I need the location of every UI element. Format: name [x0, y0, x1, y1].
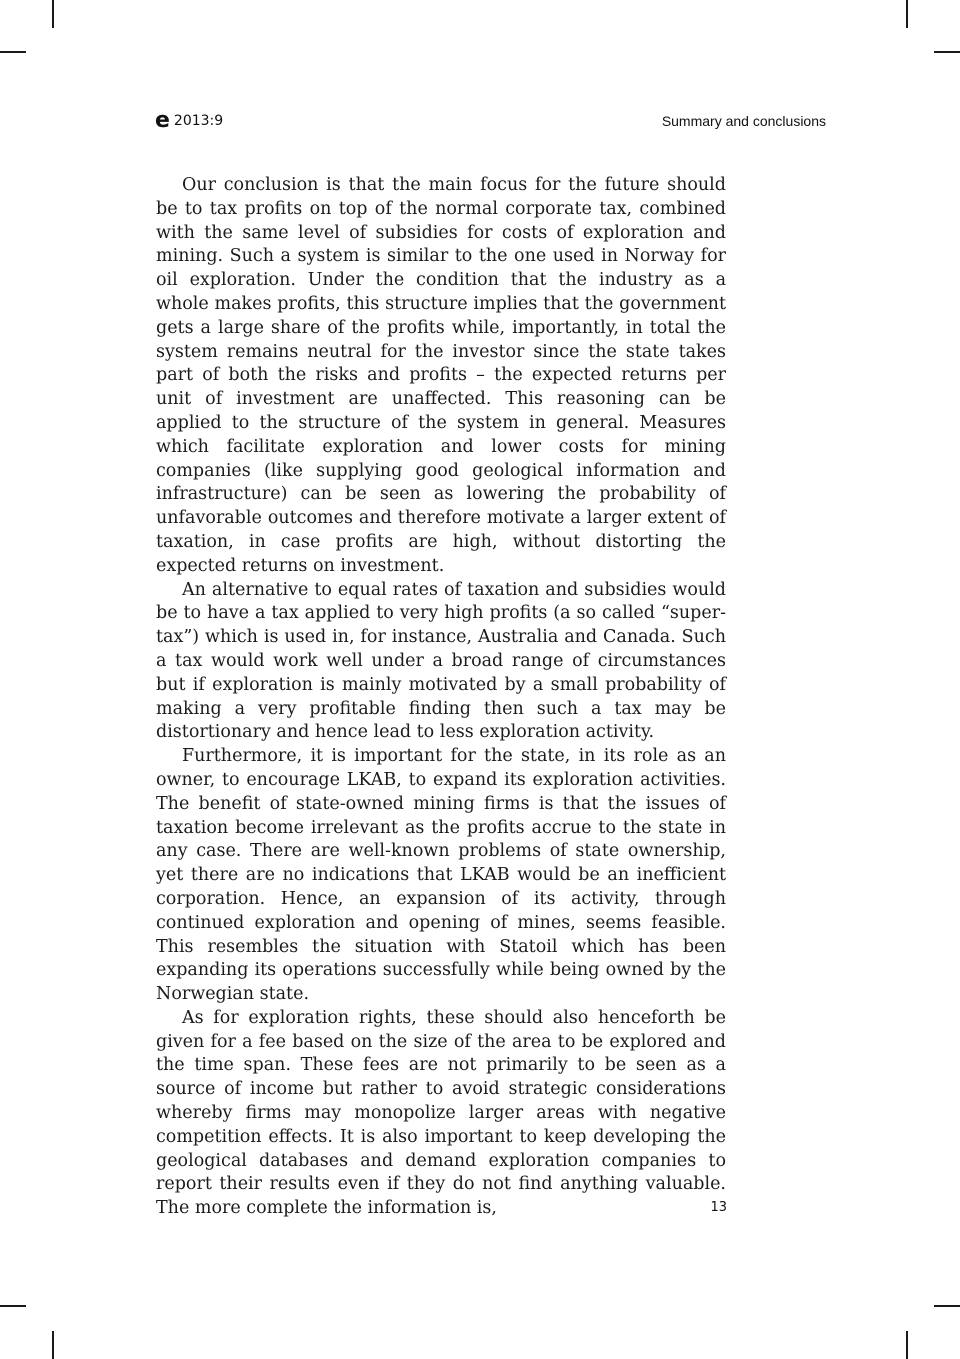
crop-mark-top-left-horizontal [0, 51, 26, 53]
crop-mark-top-right-vertical [906, 0, 908, 28]
page-number: 13 [710, 1200, 727, 1215]
crop-mark-top-right-horizontal [934, 51, 960, 53]
crop-mark-bottom-right-horizontal [934, 1305, 960, 1307]
running-header-left [155, 110, 223, 132]
crop-mark-bottom-left-horizontal [0, 1305, 26, 1307]
crop-mark-bottom-right-vertical [906, 1331, 908, 1359]
paragraph: As for exploration rights, these should also henceforth be given for a fee based on the size of the area to be explored and the time span. These fees are not primarily to be seen as a source of income but rather to avoid strategic considerations whereby firms may monopolize larger areas with negative competition effects. It is also important to keep developing the geological databases and demand exploration companies to report their results even if they do not find anything valuable. The more complete the information is, [156, 1007, 726, 1219]
paragraph: Our conclusion is that the main focus for the future should be to tax profits on top of the normal corporate tax, combined with the same level of subsidies for costs of exploration and mining. Such a system is similar to the one used in Norway for oil exploration. Under the condition that the industry as a whole makes profits, this structure implies that the government gets a large share of the profits while, importantly, in total the system remains neutral for the investor since the state takes part of both the risks and profits – the expected returns per unit of investment are unaffected. This reasoning can be applied to the structure of the system in general. Measures which facilitate exploration and lower costs for mining companies (like supplying good geological information and infrastructure) can be seen as lowering the probability of unfavorable outcomes and therefore motivate a larger extent of taxation, in case profits are high, without distorting the expected returns on investment. [156, 175, 726, 576]
publisher-logo: e [155, 108, 170, 133]
body-text [156, 174, 726, 1221]
section-title: Summary and conclusions [661, 113, 826, 129]
issue-number: 2013:9 [173, 113, 224, 129]
paragraph: Furthermore, it is important for the state, in its role as an owner, to encourage LKAB, to expand its exploration activities. The benefit of state-owned mining firms is that the issues of taxation become irrelevant as the profits accrue to the state in any case. There are well-known problems of state ownership, yet there are no indications that LKAB would be an inefficient corporation. Hence, an expansion of its activity, through continued exploration and opening of mines, seems feasible. This resembles the situation with Statoil which has been expanding its operations successfully while being owned by the Norwegian state. [156, 746, 726, 1005]
paragraph: An alternative to equal rates of taxation and subsidies would be to have a tax applied to very high profits (a so called “super-tax”) which is used in, for instance, Australia and Canada. Such a tax would work well under a broad range of circumstances but if exploration is mainly motivated by a small probability of making a very profitable finding then such a tax may be distortionary and hence lead to less exploration activity. [156, 579, 726, 743]
crop-mark-top-left-vertical [52, 0, 54, 28]
crop-mark-bottom-left-vertical [52, 1331, 54, 1359]
